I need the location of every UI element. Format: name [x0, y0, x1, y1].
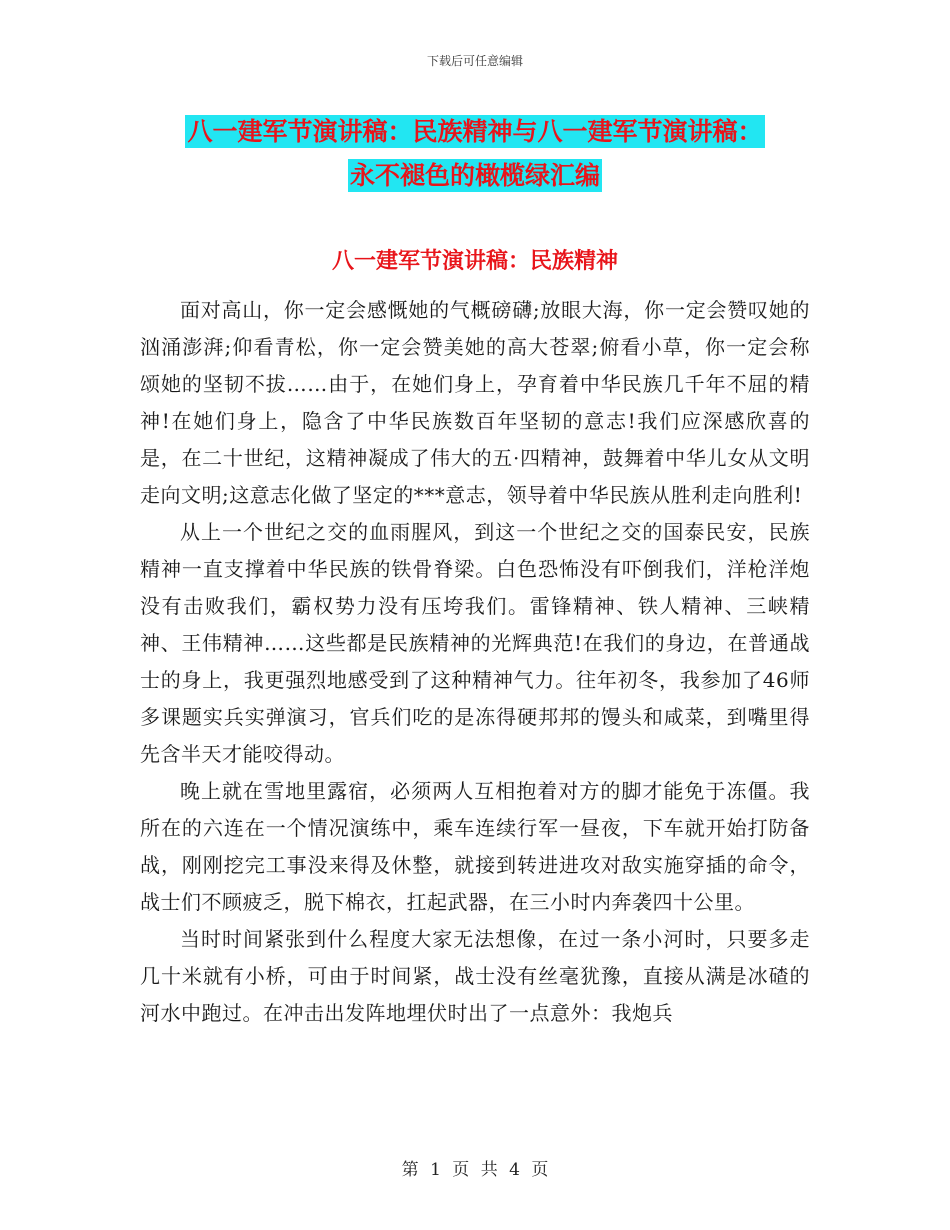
- document-title: [0, 110, 950, 198]
- paragraph-4: 当时时间紧张到什么程度大家无法想像，在过一条小河时，只要多走几十米就有小桥，可由于时间紧，战士没有丝毫犹豫，直接从满是冰碴的河水中跑过。在冲击出发阵地埋伏时出了一点意外：我炮兵: [140, 927, 810, 1025]
- header-note: 下载后可任意编辑: [426, 54, 523, 68]
- paragraph-2: 从上一个世纪之交的血雨腥风，到这一个世纪之交的国泰民安，民族精神一直支撑着中华民族的铁骨脊梁。白色恐怖没有吓倒我们，洋枪洋炮没有击败我们，霸权势力没有压垮我们。雷锋精神、铁人精神、三峡精神、王伟精神……这些都是民族精神的光辉典范!在我们的身边，在普通战士的身上，我更强烈地感受到了这种精神气力。往年初冬，我参加了46师多课题实兵实弹演习，官兵们吃的是冻得硬邦邦的馒头和咸菜，到嘴里得先含半天才能咬得动。: [140, 520, 810, 766]
- page-footer: 第 1 页 共 4 页: [401, 1160, 549, 1180]
- paragraph-3: 晚上就在雪地里露宿，必须两人互相抱着对方的脚才能免于冻僵。我所在的六连在一个情况演练中，乘车连续行军一昼夜，下车就开始打防备战，刚刚挖完工事没来得及休整，就接到转进进攻对敌实施穿插的命令，战士们不顾疲乏，脱下棉衣，扛起武器，在三小时内奔袭四十公里。: [140, 779, 810, 914]
- paragraph-1: 面对高山，你一定会感慨她的气概磅礴;放眼大海，你一定会赞叹她的汹涌澎湃;仰看青松，你一定会赞美她的高大苍翠;俯看小草，你一定会称颂她的坚韧不拔……由于，在她们身上，孕育着中华民族几千年不屈的精神!在她们身上，隐含了中华民族数百年坚韧的意志!我们应深感欣喜的是，在二十世纪，这精神凝成了伟大的五·四精神，鼓舞着中华儿女从文明走向文明;这意志化做了坚定的***意志，领导着中华民族从胜利走向胜利!: [140, 298, 810, 507]
- title-line-2: 永不褪色的橄榄绿汇编: [349, 161, 600, 190]
- body-text: [140, 292, 810, 1032]
- title-line-1: 八一建军节演讲稿：民族精神与八一建军节演讲稿：: [187, 117, 763, 146]
- section-title: 八一建军节演讲稿：民族精神: [331, 249, 618, 274]
